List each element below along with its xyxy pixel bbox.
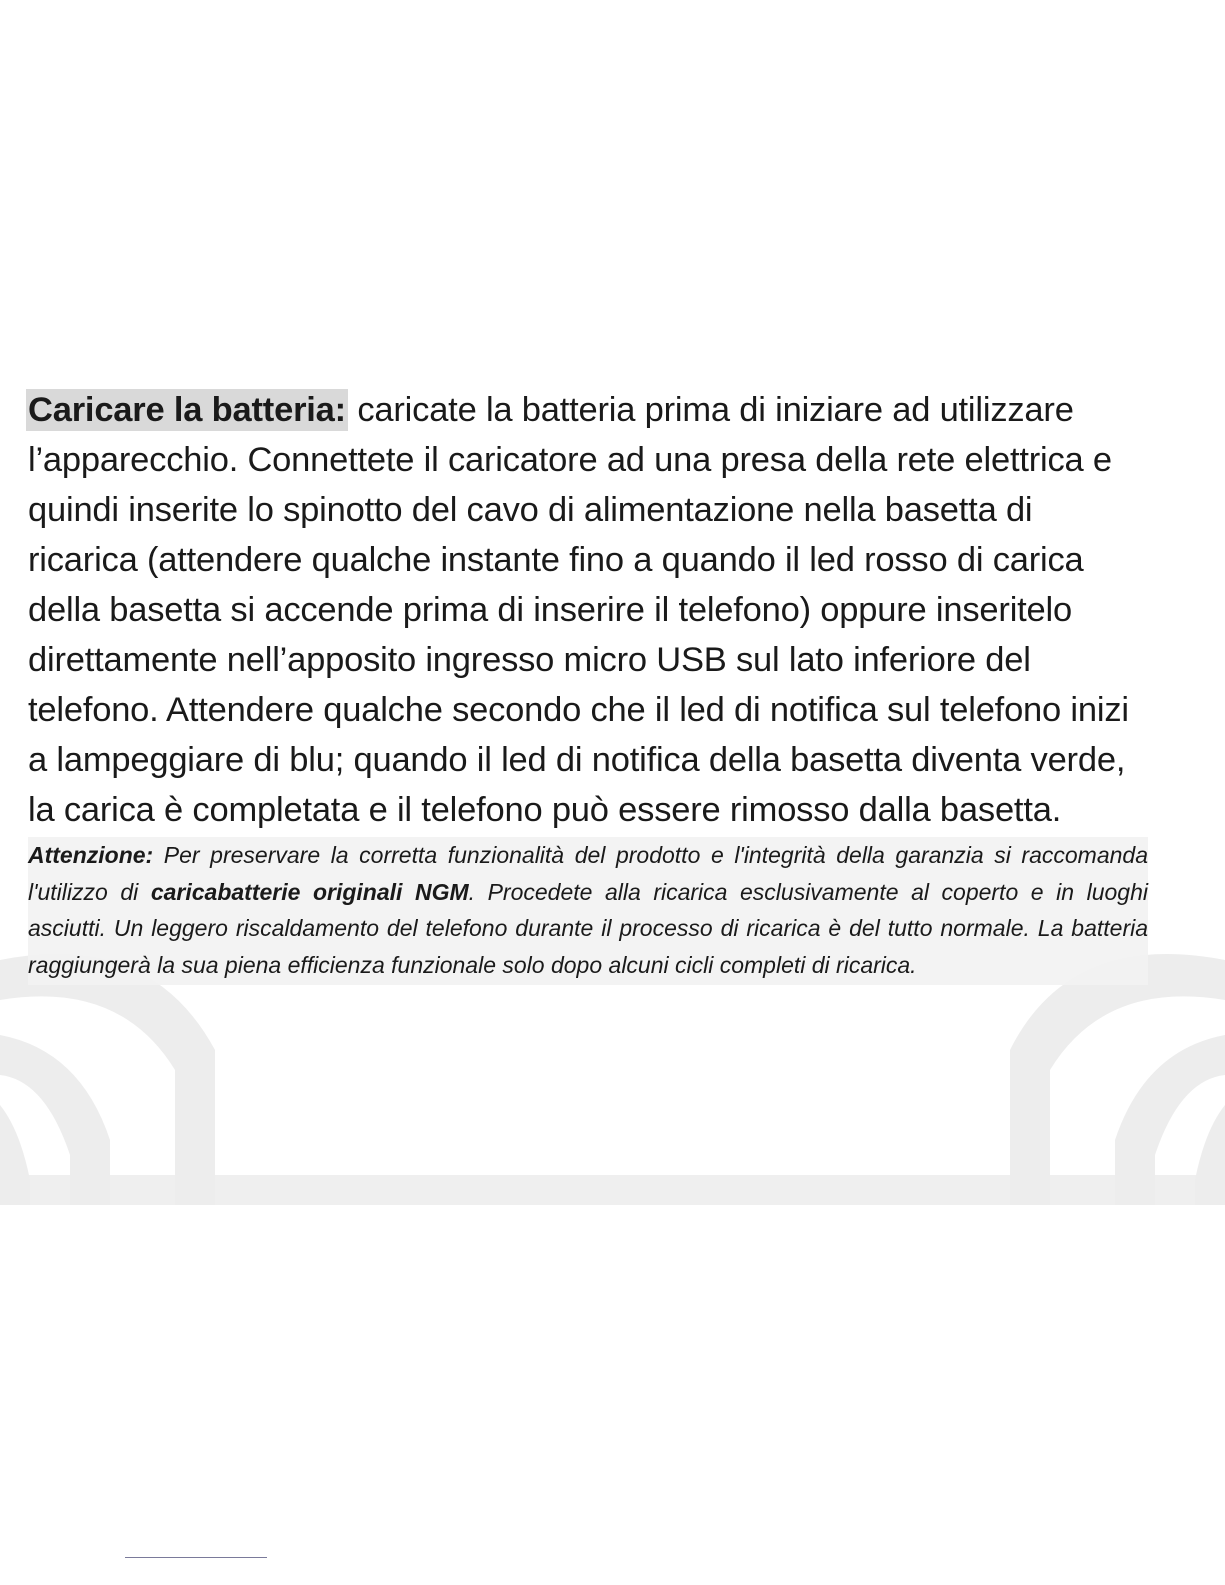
section-heading: Caricare la batteria:: [28, 391, 346, 429]
battery-charging-paragraph: [28, 385, 1148, 835]
warning-text-after: . Procedete alla ricarica esclusivamente al coperto e in luoghi asciutti. Un leggero riscaldamento del telefono durante il processo di ricarica è del tutto normale. La batteria raggiungerà la sua piena efficienza funzionale solo dopo alcuni cicli completi di ricarica.: [28, 878, 1148, 978]
footnote-separator: [125, 1557, 267, 1558]
warning-note: [28, 837, 1148, 985]
warning-emphasis: caricabatterie originali NGM: [150, 878, 469, 905]
warning-text-before: Per preservare la corretta funzionalità del prodotto e l'integrità della garanzia si raccomanda l'utilizzo di: [28, 842, 1148, 905]
warning-label: Attenzione:: [28, 842, 154, 868]
page-content: [28, 385, 1148, 985]
section-body: caricate la batteria prima di iniziare ad utilizzare l’apparecchio. Connettete il caricatore ad una presa della rete elettrica e quindi inserite lo spinotto del cavo di alimentazione nella basetta di ricarica (attendere qualche instante fino a quando il led rosso di carica della basetta si accende prima di inserire il telefono) oppure inseritelo direttamente nell’apposito ingresso micro USB sul lato inferiore del telefono. Attendere qualche secondo che il led di notifica sul telefono inizi a lampeggiare di blu; quando il led di notifica della basetta diventa verde, la carica è completata e il telefono può essere rimosso dalla basetta.: [28, 391, 1129, 829]
